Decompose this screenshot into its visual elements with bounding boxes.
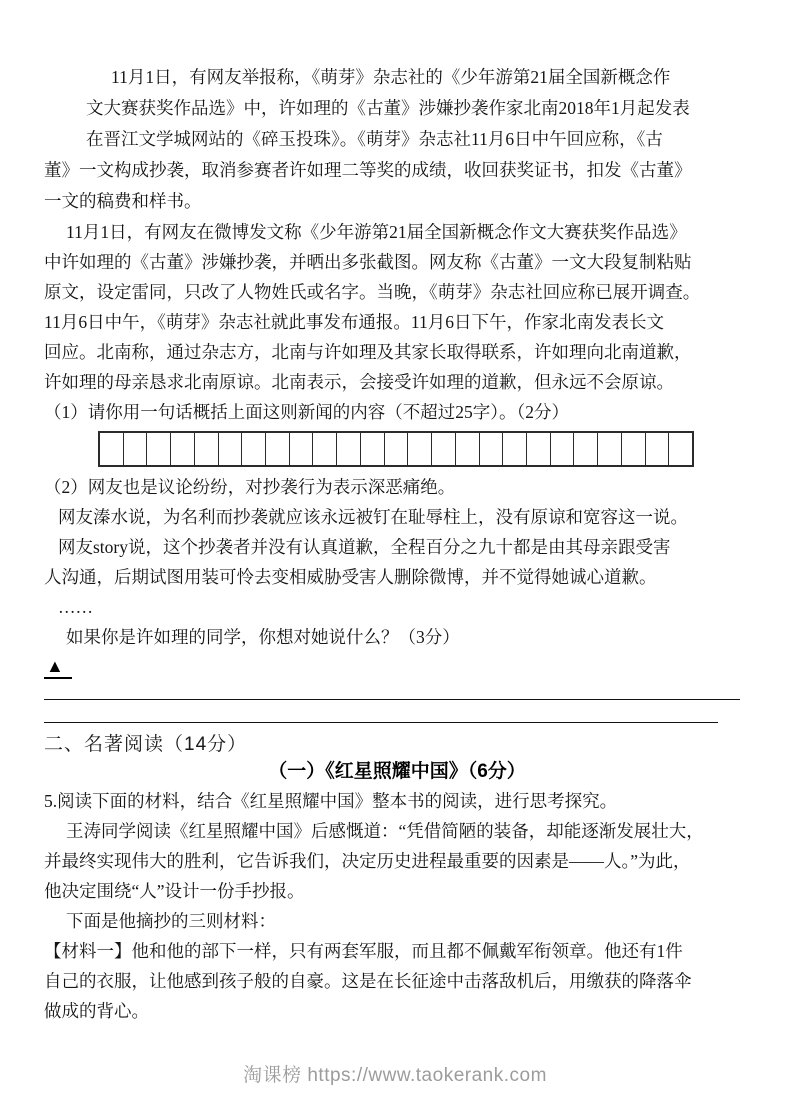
answer-grid-cell bbox=[456, 433, 480, 465]
text-line: 11月1日，有网友举报称，《萌芽》杂志社的《少年游第21届全国新概念作 bbox=[111, 67, 671, 87]
footer-watermark: 淘课榜 https://www.taokerank.com bbox=[243, 1065, 547, 1086]
answer-grid-cell bbox=[574, 433, 598, 465]
answer-grid-cell bbox=[480, 433, 504, 465]
netizen-comment-1: 网友溱水说，为名利而抄袭就应该永远被钉在耻辱柱上，没有原谅和宽容这一说。 bbox=[58, 507, 688, 527]
text-line: 在晋江文学城网站的《碎玉投珠》。《萌芽》杂志社11月6日中午回应称，《古 bbox=[86, 129, 663, 149]
news-paragraph-2 bbox=[44, 217, 750, 397]
text-line: 并最终实现伟大的胜利，它告诉我们，决定历史进程最重要的因素是——人。”为此， bbox=[44, 851, 691, 871]
answer-grid-cell bbox=[100, 433, 124, 465]
answer-grid-cell bbox=[195, 433, 219, 465]
answer-grid-cell bbox=[313, 433, 337, 465]
answer-grid-cell bbox=[503, 433, 527, 465]
question-2-label: （2）网友也是议论纷纷，对抄袭行为表示深恶痛绝。 bbox=[44, 477, 456, 497]
answer-line-2 bbox=[44, 722, 718, 723]
text-line: 原文，设定雷同，只改了人物姓氏或名字。当晚，《萌芽》杂志社回应称已展开调查。 bbox=[44, 282, 701, 302]
answer-marker-triangle: ▲ bbox=[44, 656, 72, 679]
answer-grid-cell bbox=[361, 433, 385, 465]
part-1-subheading: （一）《红星照耀中国》（6分） bbox=[268, 761, 526, 782]
answer-marker-row bbox=[44, 656, 750, 682]
text-line: 11月6日中午，《萌芽》杂志社就此事发布通报。11月6日下午，作家北南发表长文 bbox=[44, 312, 664, 332]
section-2-heading: 二、名著阅读（14分） bbox=[44, 734, 248, 755]
answer-grid-cell bbox=[219, 433, 243, 465]
answer-grid-cell bbox=[669, 433, 692, 465]
question-1-label: （1）请你用一句话概括上面这则新闻的内容（不超过25字）。（2分） bbox=[44, 402, 569, 422]
exam-page bbox=[44, 0, 750, 1026]
material-1-line: 自己的衣服，让他感到孩子般的自豪。这是在长征途中击落敌机后，用缴获的降落伞 bbox=[44, 971, 692, 991]
answer-grid-cell bbox=[290, 433, 314, 465]
answer-grid-cell bbox=[266, 433, 290, 465]
answer-grid-cell bbox=[527, 433, 551, 465]
text-line: 回应。北南称，通过杂志方，北南与许如理及其家长取得联系，许如理向北南道歉， bbox=[44, 342, 692, 362]
question-2-prompt: 如果你是许如理的同学，你想对她说什么？（3分） bbox=[66, 627, 460, 647]
answer-grid-cell bbox=[337, 433, 361, 465]
answer-grid-cell bbox=[171, 433, 195, 465]
text-line: 他决定围绕“人”设计一份手抄报。 bbox=[44, 881, 305, 901]
question-5-intro: 5.阅读下面的材料，结合《红星照耀中国》整本书的阅读，进行思考探究。 bbox=[44, 791, 618, 811]
answer-grid bbox=[98, 431, 694, 467]
answer-line-1 bbox=[44, 699, 740, 700]
answer-grid-cell bbox=[598, 433, 622, 465]
text-line: 中许如理的《古董》涉嫌抄袭，并晒出多张截图。网友称《古董》一文大段复制粘贴 bbox=[44, 252, 692, 272]
answer-grid-cell bbox=[385, 433, 409, 465]
material-1-line: 【材料一】他和他的部下一样，只有两套军服，而且都不佩戴军衔领章。他还有1件 bbox=[44, 941, 683, 961]
question-5 bbox=[44, 786, 750, 1026]
text-line: 许如理的母亲恳求北南原谅。北南表示，会接受许如理的道歉，但永远不会原谅。 bbox=[44, 372, 674, 392]
answer-grid-cell bbox=[432, 433, 456, 465]
answer-grid-cell bbox=[646, 433, 670, 465]
answer-grid-cell bbox=[242, 433, 266, 465]
text-line: 董》一文构成抄袭，取消参赛者许如理二等奖的成绩，收回获奖证书，扣发《古董》 bbox=[44, 160, 692, 180]
netizen-comment-2 bbox=[44, 532, 750, 592]
material-1-line: 做成的背心。 bbox=[44, 1001, 149, 1021]
text-line: 王涛同学阅读《红星照耀中国》后感慨道：“凭借简陋的装备，却能逐渐发展壮大， bbox=[66, 821, 704, 841]
answer-grid-cell bbox=[408, 433, 432, 465]
answer-grid-cell bbox=[147, 433, 171, 465]
text-line: 人沟通，后期试图用装可怜去变相威胁受害人删除微博，并不觉得她诚心道歉。 bbox=[44, 567, 657, 587]
answer-grid-cell bbox=[124, 433, 148, 465]
text-line: 文大赛获奖作品选》中，许如理的《古董》涉嫌抄袭作家北南2018年1月起发表 bbox=[86, 98, 690, 118]
ellipsis: …… bbox=[58, 597, 93, 617]
answer-grid-cell bbox=[622, 433, 646, 465]
text-line: 网友story说，这个抄袭者并没有认真道歉，全程百分之九十都是由其母亲跟受害 bbox=[58, 537, 671, 557]
answer-grid-cell bbox=[551, 433, 575, 465]
news-paragraph-1 bbox=[44, 62, 750, 217]
text-line: 下面是他摘抄的三则材料： bbox=[66, 911, 276, 931]
text-line: 11月1日，有网友在微博发文称《少年游第21届全国新概念作文大赛获奖作品选》 bbox=[66, 222, 687, 242]
text-line: 一文的稿费和样书。 bbox=[44, 191, 202, 211]
